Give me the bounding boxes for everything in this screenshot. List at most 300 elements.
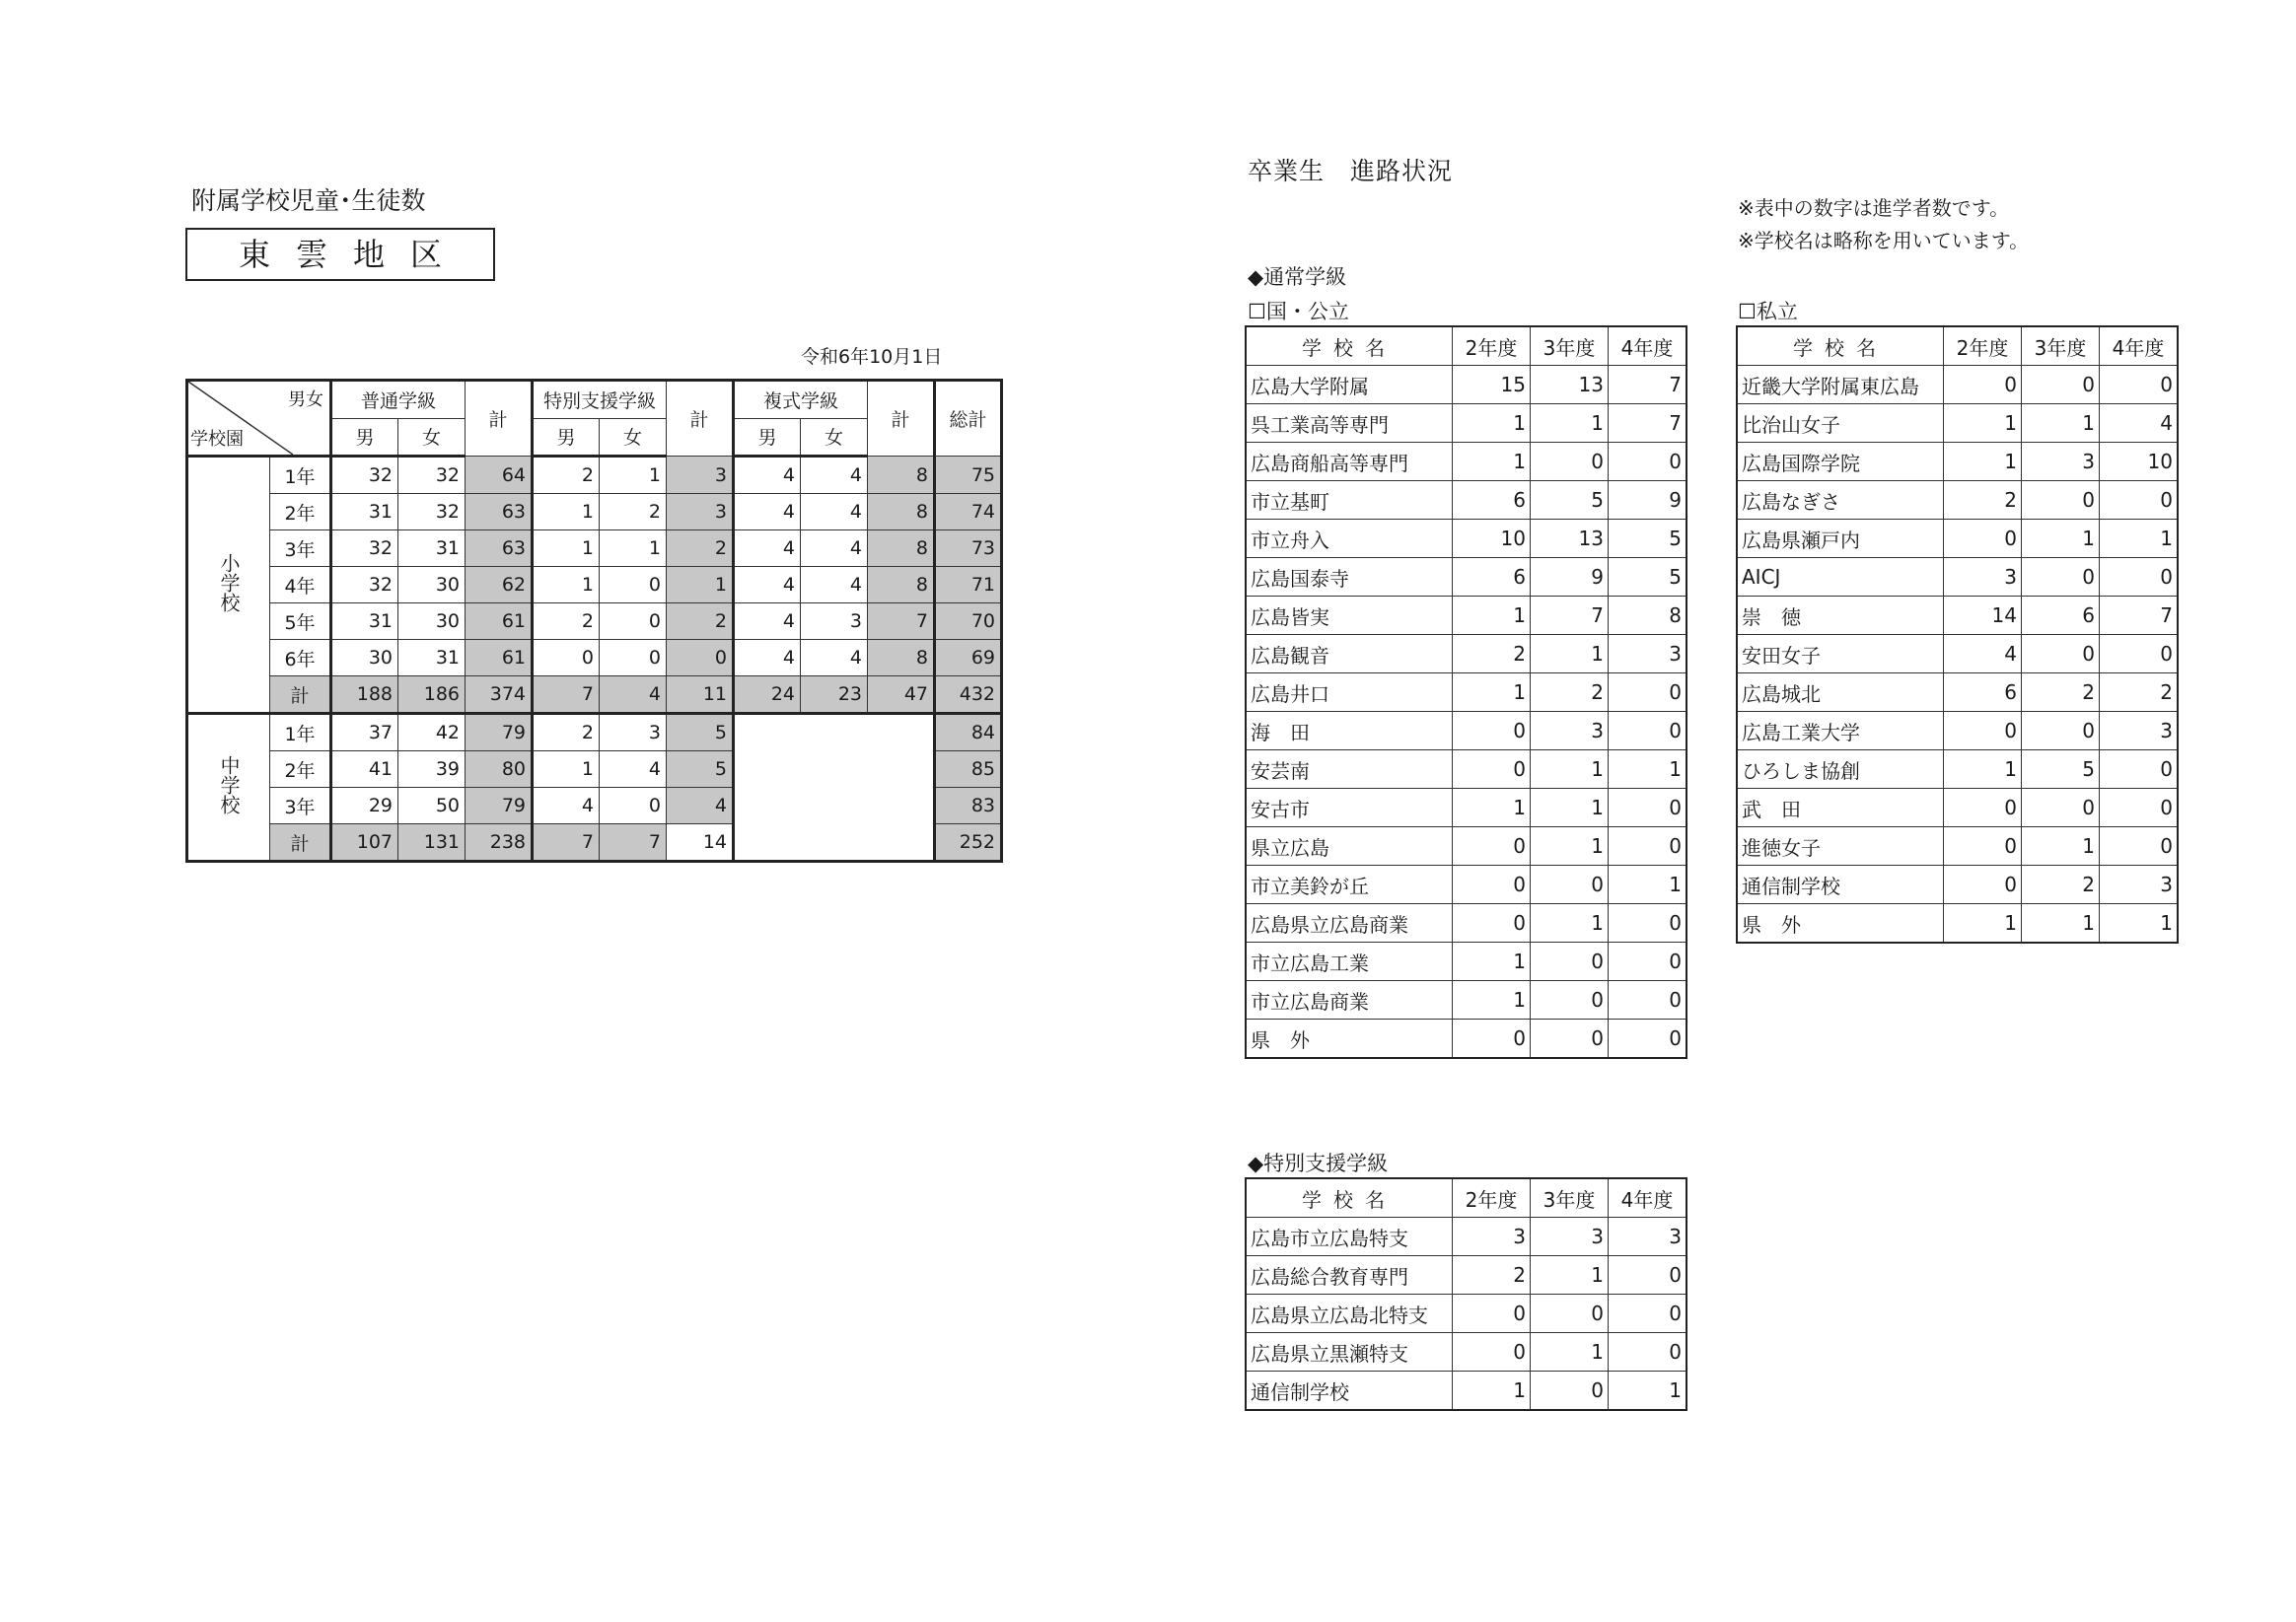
year2-cell: 0 [1453, 1333, 1531, 1372]
regular-male-cell: 32 [331, 457, 398, 494]
regular-subtotal-cell: 62 [466, 567, 533, 603]
school-name-cell: 県立広島 [1246, 827, 1453, 866]
table-row [1246, 1256, 1686, 1295]
year4-cell: 0 [2100, 750, 2179, 789]
district-box: 東雲地区 [185, 228, 495, 281]
year3-cell: 1 [1531, 827, 1609, 866]
table-row [1246, 981, 1686, 1020]
header-female: 女 [801, 418, 868, 457]
year4-cell: 0 [2100, 635, 2179, 673]
grand-total-cell: 75 [935, 457, 1002, 494]
school-name-cell: 広島大学附属 [1246, 366, 1453, 404]
school-name-cell: 広島県立黒瀬特支 [1246, 1333, 1453, 1372]
special-subtotal-cell: 11 [667, 676, 734, 714]
table-header-row [1246, 326, 1686, 366]
year2-cell: 0 [1453, 866, 1531, 904]
special-subtotal-cell: 3 [667, 494, 734, 530]
multi-subtotal-cell: 8 [868, 457, 935, 494]
special-male-cell: 1 [533, 751, 600, 788]
school-name-cell: 呉工業高等専門 [1246, 404, 1453, 443]
header-school: 学校園 [190, 429, 244, 450]
col-year4: 4年度 [1609, 326, 1687, 366]
year3-cell: 1 [1531, 1256, 1609, 1295]
year4-cell: 5 [1609, 520, 1687, 558]
elementary-label [187, 457, 270, 714]
table-row [1737, 789, 2178, 827]
header-male: 男 [533, 418, 600, 457]
year3-cell: 0 [1531, 443, 1609, 481]
regular-male-cell: 188 [331, 676, 398, 714]
school-name-cell: 広島城北 [1737, 673, 1944, 712]
multi-male-cell: 4 [734, 530, 801, 567]
year3-cell: 3 [2022, 443, 2100, 481]
table-row [1737, 673, 2178, 712]
special-female-cell: 0 [600, 640, 667, 676]
year4-cell: 3 [1609, 635, 1687, 673]
year2-cell: 1 [1453, 404, 1531, 443]
special-female-cell: 0 [600, 788, 667, 824]
regular-male-cell: 32 [331, 530, 398, 567]
private-schools-table [1736, 325, 2179, 944]
school-name-cell: 広島なぎさ [1737, 481, 1944, 520]
multi-male-cell: 4 [734, 457, 801, 494]
table-row [1246, 1218, 1686, 1256]
year4-cell: 9 [1609, 481, 1687, 520]
regular-subtotal-cell: 79 [466, 714, 533, 751]
year2-cell: 1 [1453, 789, 1531, 827]
table-row [1737, 635, 2178, 673]
school-name-cell: ひろしま協創 [1737, 750, 1944, 789]
year3-cell: 0 [1531, 866, 1609, 904]
special-female-cell: 0 [600, 603, 667, 640]
school-name-cell: 広島県立広島北特支 [1246, 1295, 1453, 1333]
year4-cell: 3 [1609, 1218, 1687, 1256]
table-row [187, 530, 1002, 567]
year4-cell: 1 [2100, 520, 2179, 558]
school-level-label: 中学校 [217, 755, 241, 814]
school-name-cell: 武 田 [1737, 789, 1944, 827]
year2-cell: 2 [1453, 635, 1531, 673]
regular-subtotal-cell: 64 [466, 457, 533, 494]
year2-cell: 0 [1453, 1020, 1531, 1059]
year2-cell: 4 [1944, 635, 2022, 673]
col-school-name: 学校名 [1246, 326, 1453, 366]
table-row [1737, 481, 2178, 520]
grade-cell: 2年 [270, 751, 331, 788]
regular-subtotal-cell: 238 [466, 824, 533, 862]
table-row [1737, 827, 2178, 866]
year2-cell: 2 [1944, 481, 2022, 520]
year3-cell: 1 [1531, 904, 1609, 943]
school-name-cell: 県 外 [1246, 1020, 1453, 1059]
year3-cell: 1 [1531, 789, 1609, 827]
year3-cell: 2 [1531, 673, 1609, 712]
grand-total-cell: 69 [935, 640, 1002, 676]
year4-cell: 0 [1609, 443, 1687, 481]
year3-cell: 1 [1531, 750, 1609, 789]
year2-cell: 1 [1453, 943, 1531, 981]
special-subtotal-cell: 3 [667, 457, 734, 494]
table-row [187, 457, 1002, 494]
table-row [187, 640, 1002, 676]
special-subtotal-cell: 4 [667, 788, 734, 824]
col-year3: 3年度 [1531, 1178, 1609, 1218]
regular-subtotal-cell: 79 [466, 788, 533, 824]
table-row [1246, 789, 1686, 827]
table-row [1737, 866, 2178, 904]
date-label: 令和6年10月1日 [801, 346, 943, 368]
school-name-cell: 比治山女子 [1737, 404, 1944, 443]
grand-total-cell: 432 [935, 676, 1002, 714]
progression-heading: 卒業生 進路状況 [1248, 157, 1454, 185]
special-male-cell: 4 [533, 788, 600, 824]
special-female-cell: 2 [600, 494, 667, 530]
year3-cell: 2 [2022, 866, 2100, 904]
year2-cell: 1 [1453, 981, 1531, 1020]
table-row [1737, 366, 2178, 404]
year4-cell: 0 [2100, 789, 2179, 827]
school-name-cell: 広島市立広島特支 [1246, 1218, 1453, 1256]
year4-cell: 3 [2100, 712, 2179, 750]
year2-cell: 1 [1453, 1372, 1531, 1411]
special-subtotal-cell: 5 [667, 714, 734, 751]
year4-cell: 5 [1609, 558, 1687, 597]
special-male-cell: 0 [533, 640, 600, 676]
year4-cell: 0 [1609, 1295, 1687, 1333]
table-row [1246, 443, 1686, 481]
school-name-cell: 近畿大学附属東広島 [1737, 366, 1944, 404]
header-special: 特別支援学級 [533, 381, 667, 419]
school-name-cell: 進徳女子 [1737, 827, 1944, 866]
public-label: ☐国・公立 [1248, 300, 1349, 323]
table-row [1246, 943, 1686, 981]
school-name-cell: 広島工業大学 [1737, 712, 1944, 750]
year4-cell: 0 [1609, 827, 1687, 866]
special-male-cell: 1 [533, 494, 600, 530]
special-female-cell: 1 [600, 457, 667, 494]
school-name-cell: 市立基町 [1246, 481, 1453, 520]
year3-cell: 0 [1531, 981, 1609, 1020]
year3-cell: 3 [1531, 712, 1609, 750]
year2-cell: 1 [1453, 597, 1531, 635]
col-year3: 3年度 [1531, 326, 1609, 366]
year3-cell: 1 [1531, 635, 1609, 673]
multi-subtotal-cell: 47 [868, 676, 935, 714]
year3-cell: 5 [1531, 481, 1609, 520]
year4-cell: 0 [2100, 481, 2179, 520]
special-subtotal-cell: 14 [667, 824, 734, 862]
table-row [1246, 1333, 1686, 1372]
grade-cell: 2年 [270, 494, 331, 530]
year4-cell: 0 [2100, 827, 2179, 866]
year2-cell: 6 [1944, 673, 2022, 712]
grand-total-cell: 71 [935, 567, 1002, 603]
regular-female-cell: 42 [398, 714, 466, 751]
regular-female-cell: 30 [398, 603, 466, 640]
table-row [1737, 597, 2178, 635]
col-year3: 3年度 [2022, 326, 2100, 366]
year3-cell: 3 [1531, 1218, 1609, 1256]
year2-cell: 1 [1944, 904, 2022, 944]
regular-male-cell: 41 [331, 751, 398, 788]
school-name-cell: AICJ [1737, 558, 1944, 597]
school-level-label: 小学校 [217, 552, 241, 612]
multi-subtotal-cell: 7 [868, 603, 935, 640]
year2-cell: 14 [1944, 597, 2022, 635]
regular-male-cell: 107 [331, 824, 398, 862]
year2-cell: 2 [1453, 1256, 1531, 1295]
year4-cell: 0 [1609, 789, 1687, 827]
special-subtotal-cell: 1 [667, 567, 734, 603]
year4-cell: 3 [2100, 866, 2179, 904]
table-row [187, 603, 1002, 640]
regular-female-cell: 39 [398, 751, 466, 788]
table-row [1246, 673, 1686, 712]
year3-cell: 7 [1531, 597, 1609, 635]
note-line: ※学校名は略称を用いています。 [1738, 229, 2030, 252]
year2-cell: 0 [1944, 789, 2022, 827]
year2-cell: 6 [1453, 558, 1531, 597]
school-name-cell: 市立広島商業 [1246, 981, 1453, 1020]
table-row [1246, 1295, 1686, 1333]
table-header-row [1246, 1178, 1686, 1218]
header-female: 女 [398, 418, 466, 457]
year3-cell: 1 [2022, 827, 2100, 866]
special-male-cell: 7 [533, 676, 600, 714]
regular-male-cell: 30 [331, 640, 398, 676]
year3-cell: 6 [2022, 597, 2100, 635]
year4-cell: 1 [2100, 904, 2179, 944]
regular-female-cell: 32 [398, 457, 466, 494]
special-female-cell: 4 [600, 751, 667, 788]
col-school-name: 学校名 [1246, 1178, 1453, 1218]
table-row [1246, 904, 1686, 943]
header-male: 男 [734, 418, 801, 457]
special-male-cell: 2 [533, 714, 600, 751]
year4-cell: 0 [1609, 1020, 1687, 1059]
year2-cell: 0 [1453, 750, 1531, 789]
grand-total-cell: 252 [935, 824, 1002, 862]
year4-cell: 0 [1609, 1333, 1687, 1372]
year3-cell: 2 [2022, 673, 2100, 712]
regular-male-cell: 31 [331, 494, 398, 530]
private-label: ☐私立 [1738, 300, 1798, 323]
grand-total-cell: 74 [935, 494, 1002, 530]
year3-cell: 1 [1531, 1333, 1609, 1372]
year3-cell: 0 [2022, 712, 2100, 750]
year4-cell: 1 [1609, 750, 1687, 789]
table-row [1246, 558, 1686, 597]
enrollment-table [185, 379, 1003, 863]
special-female-cell: 7 [600, 824, 667, 862]
col-school-name: 学校名 [1737, 326, 1944, 366]
diagonal-header-cell [187, 381, 331, 457]
regular-male-cell: 31 [331, 603, 398, 640]
table-row [1246, 750, 1686, 789]
table-row [1246, 481, 1686, 520]
year3-cell: 5 [2022, 750, 2100, 789]
multi-subtotal-cell: 8 [868, 494, 935, 530]
regular-subtotal-cell: 63 [466, 494, 533, 530]
header-regular: 普通学級 [331, 381, 466, 419]
year2-cell: 0 [1944, 827, 2022, 866]
year3-cell: 0 [1531, 1020, 1609, 1059]
year3-cell: 1 [2022, 904, 2100, 944]
special-male-cell: 2 [533, 603, 600, 640]
regular-subtotal-cell: 374 [466, 676, 533, 714]
multi-female-cell: 4 [801, 457, 868, 494]
regular-female-cell: 31 [398, 530, 466, 567]
table-row [1737, 904, 2178, 944]
regular-male-cell: 37 [331, 714, 398, 751]
year3-cell: 1 [1531, 404, 1609, 443]
year3-cell: 0 [2022, 481, 2100, 520]
year4-cell: 8 [1609, 597, 1687, 635]
junior-label [187, 714, 270, 862]
year2-cell: 10 [1453, 520, 1531, 558]
multi-male-cell: 4 [734, 567, 801, 603]
header-regular-subtotal: 計 [466, 381, 533, 457]
year4-cell: 4 [2100, 404, 2179, 443]
public-schools-table [1245, 325, 1687, 1059]
year2-cell: 15 [1453, 366, 1531, 404]
year4-cell: 7 [1609, 404, 1687, 443]
table-row [1737, 443, 2178, 481]
year3-cell: 0 [1531, 943, 1609, 981]
year4-cell: 0 [1609, 981, 1687, 1020]
school-name-cell: 海 田 [1246, 712, 1453, 750]
regular-female-cell: 50 [398, 788, 466, 824]
special-class-label: ◆特別支援学級 [1248, 1152, 1389, 1175]
year4-cell: 0 [1609, 673, 1687, 712]
grade-cell: 計 [270, 824, 331, 862]
year2-cell: 0 [1453, 904, 1531, 943]
grand-total-cell: 85 [935, 751, 1002, 788]
year4-cell: 1 [1609, 866, 1687, 904]
header-special-subtotal: 計 [667, 381, 734, 457]
special-male-cell: 1 [533, 530, 600, 567]
multi-subtotal-cell: 8 [868, 530, 935, 567]
school-name-cell: 市立広島工業 [1246, 943, 1453, 981]
multi-female-cell: 23 [801, 676, 868, 714]
special-female-cell: 3 [600, 714, 667, 751]
table-row [1246, 827, 1686, 866]
special-female-cell: 0 [600, 567, 667, 603]
header-male: 男 [331, 418, 398, 457]
multi-subtotal-cell: 8 [868, 567, 935, 603]
table-row [187, 567, 1002, 603]
special-subtotal-cell: 5 [667, 751, 734, 788]
header-multi: 複式学級 [734, 381, 868, 419]
regular-subtotal-cell: 80 [466, 751, 533, 788]
grade-cell: 計 [270, 676, 331, 714]
table-row [1246, 635, 1686, 673]
special-schools-table [1245, 1177, 1687, 1411]
multi-male-cell: 4 [734, 494, 801, 530]
school-name-cell: 広島県立広島商業 [1246, 904, 1453, 943]
grade-cell: 4年 [270, 567, 331, 603]
table-row [1737, 750, 2178, 789]
year4-cell: 1 [1609, 1372, 1687, 1411]
year4-cell: 0 [1609, 1256, 1687, 1295]
multi-male-cell: 4 [734, 603, 801, 640]
regular-class-label: ◆通常学級 [1248, 265, 1347, 289]
grade-cell: 1年 [270, 457, 331, 494]
year2-cell: 0 [1944, 520, 2022, 558]
table-row [1246, 404, 1686, 443]
table-row [1737, 712, 2178, 750]
school-name-cell: 広島国際学院 [1737, 443, 1944, 481]
year2-cell: 1 [1453, 673, 1531, 712]
year2-cell: 0 [1453, 1295, 1531, 1333]
col-year2: 2年度 [1453, 1178, 1531, 1218]
regular-female-cell: 31 [398, 640, 466, 676]
year2-cell: 1 [1944, 443, 2022, 481]
regular-subtotal-cell: 63 [466, 530, 533, 567]
year3-cell: 13 [1531, 366, 1609, 404]
year4-cell: 7 [2100, 597, 2179, 635]
page-title: 附属学校児童･生徒数 [191, 186, 426, 215]
special-male-cell: 7 [533, 824, 600, 862]
multi-subtotal-cell: 8 [868, 640, 935, 676]
table-header-row [1737, 326, 2178, 366]
table-row [1246, 366, 1686, 404]
school-name-cell: 広島県瀬戸内 [1737, 520, 1944, 558]
year2-cell: 1 [1944, 750, 2022, 789]
table-row [187, 676, 1002, 714]
multi-male-cell: 4 [734, 640, 801, 676]
year3-cell: 13 [1531, 520, 1609, 558]
grade-cell: 5年 [270, 603, 331, 640]
header-gender: 男女 [288, 389, 323, 410]
multi-male-cell: 24 [734, 676, 801, 714]
year2-cell: 0 [1453, 712, 1531, 750]
regular-subtotal-cell: 61 [466, 640, 533, 676]
table-row [187, 714, 1002, 751]
year3-cell: 0 [1531, 1372, 1609, 1411]
school-name-cell: 広島商船高等専門 [1246, 443, 1453, 481]
table-row [187, 494, 1002, 530]
table-row [1246, 520, 1686, 558]
school-name-cell: 安芸南 [1246, 750, 1453, 789]
grade-cell: 6年 [270, 640, 331, 676]
table-row [1246, 597, 1686, 635]
grade-cell: 1年 [270, 714, 331, 751]
school-name-cell: 安田女子 [1737, 635, 1944, 673]
multi-female-cell: 3 [801, 603, 868, 640]
special-subtotal-cell: 2 [667, 530, 734, 567]
year2-cell: 1 [1453, 443, 1531, 481]
header-grand-total: 総計 [935, 381, 1002, 457]
school-name-cell: 県 外 [1737, 904, 1944, 944]
special-male-cell: 1 [533, 567, 600, 603]
col-year4: 4年度 [1609, 1178, 1687, 1218]
school-name-cell: 通信制学校 [1246, 1372, 1453, 1411]
year4-cell: 0 [1609, 943, 1687, 981]
year2-cell: 3 [1944, 558, 2022, 597]
year3-cell: 0 [2022, 789, 2100, 827]
grand-total-cell: 70 [935, 603, 1002, 640]
table-row [1246, 1372, 1686, 1411]
regular-female-cell: 32 [398, 494, 466, 530]
note-line: ※表中の数字は進学者数です。 [1738, 196, 2010, 220]
empty-area [734, 714, 935, 862]
header-multi-subtotal: 計 [868, 381, 935, 457]
special-female-cell: 4 [600, 676, 667, 714]
special-male-cell: 2 [533, 457, 600, 494]
year2-cell: 3 [1453, 1218, 1531, 1256]
school-name-cell: 崇 徳 [1737, 597, 1944, 635]
